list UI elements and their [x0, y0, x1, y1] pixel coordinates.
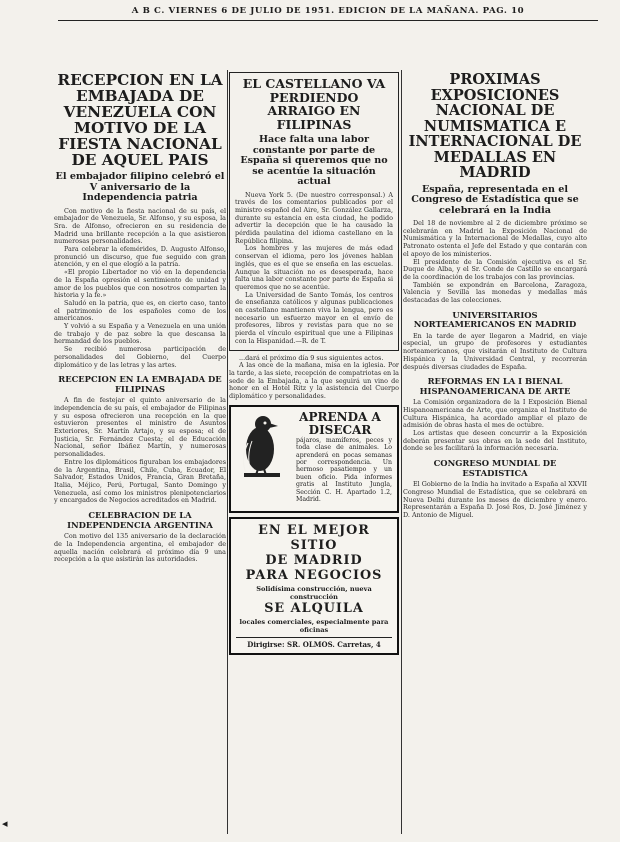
article-body: [54, 208, 226, 370]
paragraph: ...dará el próximo día 9 sus siguientes actos.: [239, 353, 384, 362]
paragraph: En la tarde de ayer llegaron a Madrid, en viaje especial, un grupo de profesores y estudiantes norteamericanos, que visitarán el Instituto de Cultura Hispánica y la Universidad Central, y recorrerán después diversas ciudades de España.: [403, 331, 587, 371]
ad-line: EN EL MEJOR SITIO: [258, 522, 370, 553]
paragraph: A las once de la mañana, misa en la iglesia. Por la tarde, a las siete, recepción de compatriotas en la sede de la Embajada, a la que seguirá un vino de honor en el Hotel Ritz y la asistencia del Cuerpo diplomático y personalidades.: [229, 361, 399, 401]
paragraph: Nueva York 5. (De nuestro corresponsal.) A través de los comentarios publicados por el ministro español del Aire, Sr. González Gallarza, durante su estancia en esta ciudad, he podido advertir la decepción que le ha causado la pérdida paulatina del idioma castellano en la República filipina.: [235, 190, 393, 245]
advertisement-taxidermy: [229, 405, 399, 513]
article-deck: El embajador filipino celebró el V aniversario de la Independencia patria: [55, 171, 225, 203]
paragraph: Saludó en la patria, que es, en cierto caso, tanto el patrimonio de los españoles como de los americanos.: [54, 298, 226, 323]
bird-illustration-icon: [236, 413, 288, 481]
article-headline: RECEPCION EN LA EMBAJADA DE VENEZUELA CON MOTIVO DE LA FIESTA NACIONAL DE AQUEL PAIS: [57, 72, 223, 169]
subheading: REFORMAS EN LA I BIENAL HISPANOAMERICANA DE ARTE: [419, 376, 571, 396]
ad-line: DE MADRID: [265, 552, 363, 568]
paragraph: Con motivo del 135 aniversario de la declaración de la Independencia argentina, el embajador de aquella nación celebrará el próximo día 9 una recepción a la que asistirán las autoridades.: [54, 532, 226, 564]
paragraph: La Universidad de Santo Tomás, los centros de enseñanza católicos y algunas publicaciones en castellano mantienen viva la lengua, pero es necesario un esfuerzo mayor en el envío de profesores, libros y revistas para que no se pierda el vínculo espiritual que une a Filipinas con la Hispanidad.—R. de T.: [235, 290, 393, 345]
paragraph: A fin de festejar el quinto aniversario de la independencia de su país, el embajador de Filipinas y su esposa ofrecieron una recepción en la que estuvieron presentes el ministro de Asuntos Exteriores, Sr. Martín Artajo, y su esposa; el de Justicia, Sr. Fernández Cuesta; el de Educación Nacional, señor Ibáñez Martín, y numerosas personalidades.: [54, 396, 226, 459]
article-headline: EL CASTELLANO VA PERDIENDO ARRAIGO EN FILIPINAS: [242, 76, 386, 132]
subheading: UNIVERSITARIOS NORTEAMERICANOS EN MADRID: [413, 309, 577, 330]
paragraph: La Comisión organizadora de la I Exposición Bienal Hispanoamericana de Arte, que organiza el Instituto de Cultura Hispánica, ha acordado ampliar el plazo de admisión de obras hasta el mes de octubre.: [403, 398, 587, 430]
ad-subline: locales comerciales, especialmente para oficinas: [239, 617, 389, 634]
paragraph: Para celebrar la efemérides, D. Augusto Alfonso, pronunció un discurso, que fue seguido con gran atención, y en el que elogió a la patria.: [54, 245, 226, 269]
subheading: CONGRESO MUNDIAL DE ESTADISTICA: [433, 458, 557, 478]
paragraph: Y volvió a su España y a Venezuela en una unión de trabajo y de paz sobre la que descansa la hermandad de los pueblos.: [54, 322, 226, 346]
page-header: A B C. VIERNES 6 DE JULIO DE 1951. EDICION DE LA MAÑANA. PAG. 10: [58, 2, 598, 21]
article-filipinas: [229, 72, 399, 659]
paragraph: Los artistas que deseen concurrir a la Exposición deberán presentar sus obras en la sede del Instituto, donde se les facilitará la información necesaria.: [403, 429, 587, 453]
paragraph: Se recibió numerosa participación de personalidades del Gobierno, del Cuerpo diplomático y de las letras y las artes.: [54, 345, 226, 369]
article-deck: España, representada en el Congreso de Estadística que se celebrará en la India: [411, 183, 579, 216]
paragraph: También se expondrán en Barcelona, Zaragoza, Valencia y Sevilla las monedas y medallas más destacadas de las colecciones.: [403, 280, 587, 305]
ad-line: PARA NEGOCIOS: [245, 567, 383, 583]
article-deck: Hace falta una labor constante por parte de España si queremos que no se acentúe la situación actual: [240, 134, 388, 187]
paragraph: El Gobierno de la India ha invitado a España al XXVII Congreso Mundial de Estadística, que se celebrará en Nueva Delhi durante los meses de diciembre y enero. Representarán a España D. José Ros, D. José Jiménez y D. Antonio de Miguel.: [403, 480, 587, 519]
page-corner-mark-icon: ◂: [2, 817, 8, 830]
ad-title: APRENDA A DISECAR: [299, 409, 381, 437]
paragraph: Del 18 de noviembre al 2 de diciembre próximo se celebrarán en Madrid la Exposición Nacional de Numismática y la Internacional de Medallas, cuyo alto Patronato ostenta el Jefe del Estado y que contarán con el apoyo de los ministerios.: [403, 219, 587, 258]
ad-line: SE ALQUILA: [264, 600, 364, 616]
subheading: CELEBRACION DE LA INDEPENDENCIA ARGENTINA: [67, 510, 213, 530]
advertisement-rental: [229, 517, 399, 655]
boxed-article: [229, 72, 399, 351]
article-numismatica: [403, 72, 587, 520]
paragraph: El presidente de la Comisión ejecutiva es el Sr. Duque de Alba, y el Sr. Conde de Castillo se encargará de la coordinación de los trabajos con las provincias.: [403, 257, 587, 281]
article-venezuela: [54, 72, 226, 564]
column-divider: [401, 70, 402, 834]
ad-subline: Solidísima construcción, nueva construcción: [256, 584, 372, 601]
paragraph: Con motivo de la fiesta nacional de su país, el embajador de Venezuela, Sr. Alfonso, y su esposa, la Sra. de Alfonso, ofrecieron en su residencia de Madrid una brillante recepción a la que asistieron numerosas personalidades.: [54, 206, 226, 246]
article-headline: PROXIMAS EXPOSICIONES NACIONAL DE NUMISMATICA E INTERNACIONAL DE MEDALLAS EN MADRID: [408, 72, 582, 181]
column-divider: [227, 70, 228, 834]
paragraph: «El propio Libertador no vió en la dependencia de la España opresión el sentimiento de unidad y amor de los pueblos que con nosotros comparten la historia y la fe.»: [54, 268, 226, 300]
ad-body: pájaros, mamíferos, peces y toda clase de animales. Lo aprenderá en pocas semanas por correspondencia. Un hermoso pasatiempo y un buen oficio. Pida informes gratis al Instituto Jungla, Sección C. H. Apartado 1.2, Madrid.: [296, 436, 392, 504]
ad-footer: Dirigirse: SR. OLMOS. Carretas, 4: [236, 637, 392, 649]
subheading: RECEPCION EN LA EMBAJADA DE FILIPINAS: [58, 374, 222, 394]
paragraph: Los hombres y las mujeres de más edad conservan el idioma, pero los jóvenes hablan inglés, que es el que se enseña en las escuelas. Aunque la situación no es desesperada, hace falta una labor constante por parte de España si queremos que no se acentúe.: [235, 244, 393, 291]
paragraph: Entre los diplomáticos figuraban los embajadores de la Argentina, Brasil, Chile, Cuba, Ecuador, El Salvador, Estados Unidos, Francia, Gran Bretaña, Italia, Méjico, Perú, Portugal, Santo Domingo y Venezuela, así como los ministros plenipotenciarios y encargados de Negocios acreditados en Madrid.: [54, 457, 226, 505]
